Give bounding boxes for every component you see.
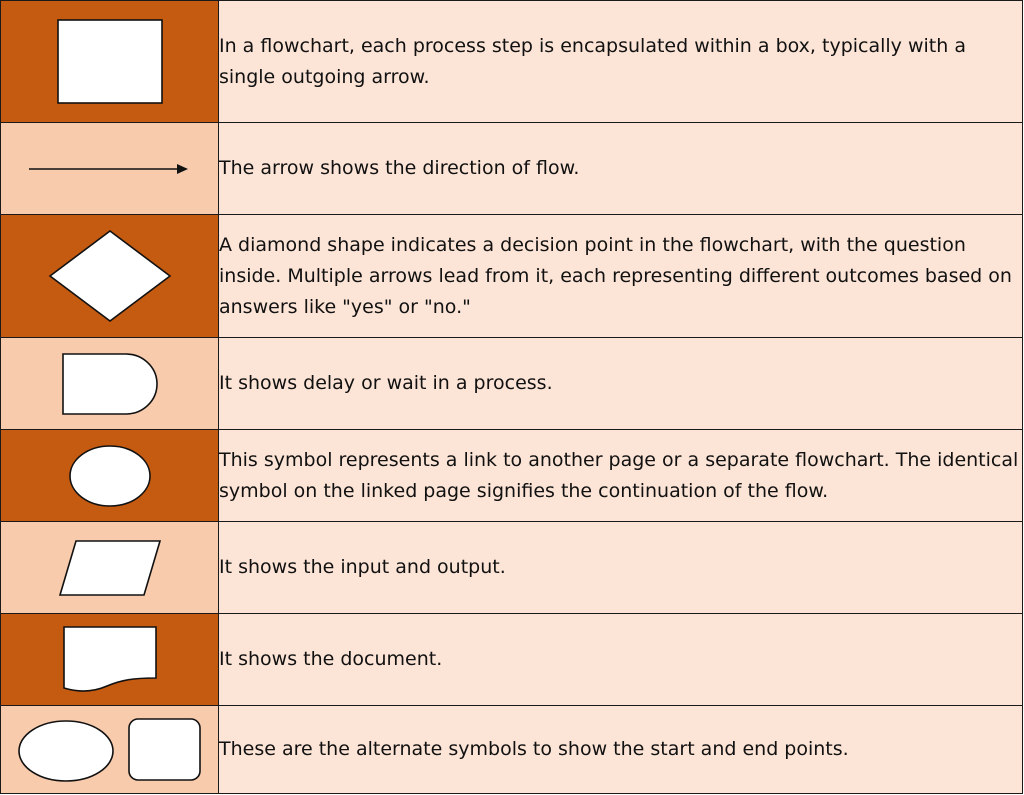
description-cell: A diamond shape indicates a decision point in the flowchart, with the question inside. Multiple arrows lead from it, each representing different outcomes based on answers like "yes" or "no."	[219, 215, 1023, 338]
symbol-cell	[1, 1, 219, 123]
symbol-cell	[1, 706, 219, 794]
description-cell: It shows delay or wait in a process.	[219, 338, 1023, 430]
description-cell: These are the alternate symbols to show the start and end points.	[219, 706, 1023, 794]
table-row	[1, 430, 1023, 522]
description-cell: The arrow shows the direction of flow.	[219, 123, 1023, 215]
terminator-ellipse-and-rounded-rectangle-icon	[17, 716, 203, 784]
input-output-parallelogram-icon	[57, 538, 163, 598]
table-row	[1, 123, 1023, 215]
symbol-cell	[1, 522, 219, 614]
table-row	[1, 522, 1023, 614]
document-icon	[61, 624, 159, 696]
decision-diamond-icon	[47, 228, 173, 324]
flow-arrow-icon	[25, 162, 195, 176]
table-row	[1, 706, 1023, 794]
symbol-cell	[1, 215, 219, 338]
symbol-cell	[1, 123, 219, 215]
description-cell: This symbol represents a link to another page or a separate flowchart. The identical symbol on the linked page signifies the continuation of the flow.	[219, 430, 1023, 522]
symbol-cell	[1, 338, 219, 430]
description-cell: It shows the document.	[219, 614, 1023, 706]
symbol-cell	[1, 614, 219, 706]
table-row	[1, 215, 1023, 338]
table-row	[1, 1, 1023, 123]
symbol-cell	[1, 430, 219, 522]
table-row	[1, 338, 1023, 430]
delay-icon	[60, 351, 160, 417]
description-cell: In a flowchart, each process step is encapsulated within a box, typically with a single outgoing arrow.	[219, 1, 1023, 123]
description-cell: It shows the input and output.	[219, 522, 1023, 614]
connector-ellipse-icon	[67, 443, 153, 509]
table-row	[1, 614, 1023, 706]
process-rectangle-icon	[55, 17, 165, 107]
